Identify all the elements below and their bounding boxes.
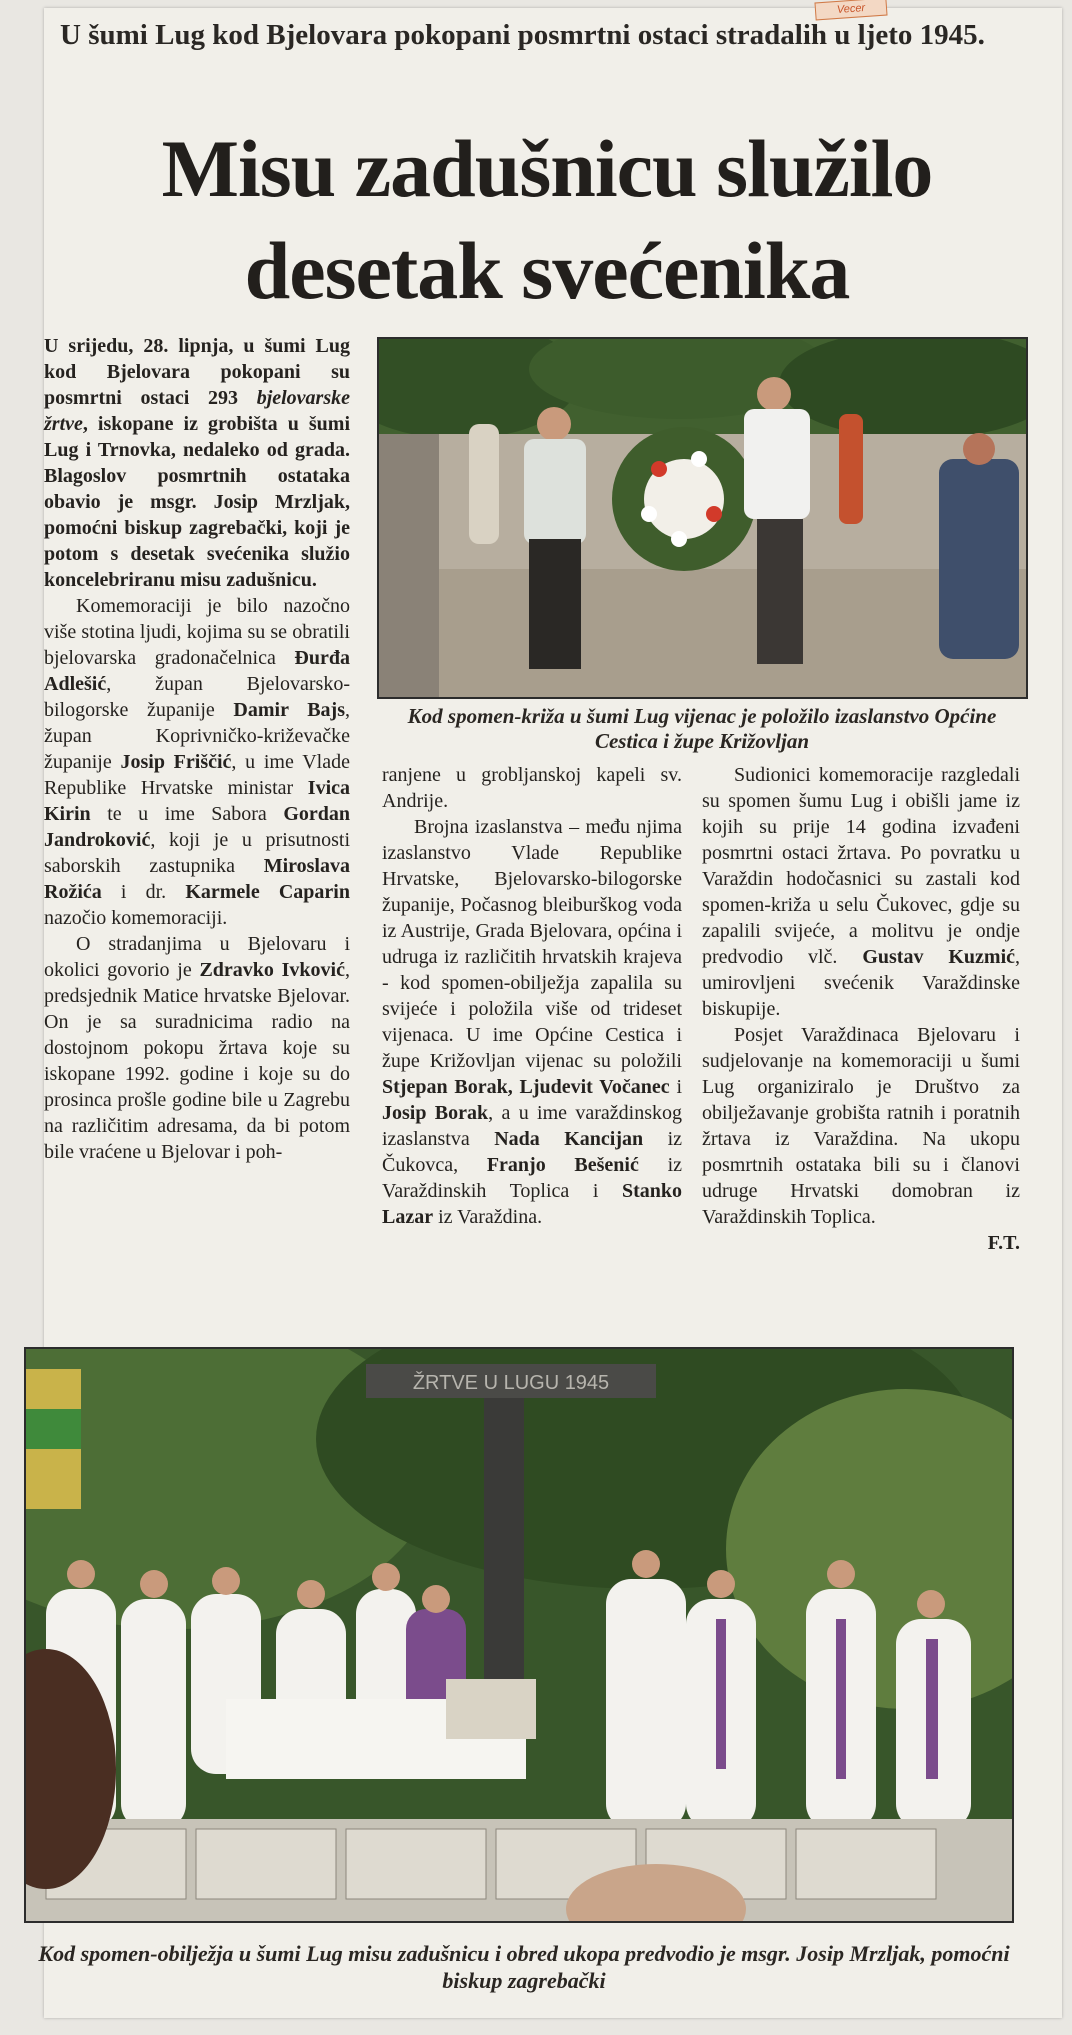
memorial-mass-photo [24, 1347, 1014, 1923]
headline-line-1: Misu zadušnicu služilo [161, 123, 933, 214]
paragraph: Sudionici komemoracije razgledali su spomen šumu Lug i obišli jame iz kojih su prije 14 godina izvađeni posmrtni ostaci žrtava. Po povratku u Varaždin hodočasnici su zastali kod spomen-križa u selu Čukovec, gdje su zapalili svijeće, a molitvu je ondje predvodio vlč. Gustav Kuzmić, umirovljeni svećenik Varaždinske biskupije. [702, 764, 1020, 1020]
corner-tag: Vecer [814, 0, 887, 20]
headline-line-2: desetak svećenika [244, 225, 850, 316]
article-column-3 [702, 762, 1020, 1256]
photo-1-image [379, 339, 1026, 697]
paragraph: Brojna izaslanstva – među njima izaslanstvo Vlade Republike Hrvatske, Bjelovarsko-bilogorske županije, Počasnog bleiburškog voda iz Austrije, Grada Bjelovara, općina i udruga iz različitih hrvatskih krajeva - kod spomen-obilježja zapalila su svijeće i položila više od trideset vijenaca. U ime Općine Cestica i župe Križovljan vijenac su položili Stjepan Borak, Ljudevit Vočanec i Josip Borak, a u ime varaždinskog izaslanstva Nada Kancijan iz Čukovca, Franjo Bešenić iz Varaždinskih Toplica i Stanko Lazar iz Varaždina. [382, 816, 683, 1228]
article-column-2 [382, 762, 682, 1230]
photo-1-caption: Kod spomen-križa u šumi Lug vijenac je položilo izaslanstvo Općine Cestica i župe Križovljan [407, 704, 997, 753]
paragraph: Komemoraciji je bilo nazočno više stotina ljudi, kojima su se obratili bjelovarska gradonačelnica Đurđa Adlešić, župan Bjelovarsko-bilogorske županije Damir Bajs, župan Koprivničko-križevačke županije Josip Friščić, u ime Vlade Republike Hrvatske ministar Ivica Kirin te u ime Sabora Gordan Jandroković, koji je u prisutnosti saborskih zastupnika Miroslava Rožića i dr. Karmele Caparin nazočio komemoraciji. [44, 595, 350, 929]
author-signature: F.T. [987, 1232, 1020, 1254]
lead-paragraph: U srijedu, 28. lipnja, u šumi Lug kod Bjelovara pokopani su posmrtni ostaci 293 bjelovarske žrtve, iskopane iz grobišta u šumi Lug i Trnovka, nedaleko od grada. Blagoslov posmrtnih ostataka obavio je msgr. Josip Mrzljak, pomoćni biskup zagrebački, koji je potom s desetak svećenika služio koncelebriranu misu zadušnicu. [44, 335, 350, 591]
photo-2-caption: Kod spomen-obilježja u šumi Lug misu zadušnicu i obred ukopa predvodio je msgr. Josip Mrzljak, pomoćni biskup zagrebački [38, 1941, 1010, 1993]
article-headline [52, 118, 1042, 322]
paragraph: ranjene u grobljanskoj kapeli sv. Andrije. [382, 764, 682, 812]
paragraph: O stradanjima u Bjelovaru i okolici govorio je Zdravko Ivković, predsjednik Matice hrvatske Bjelovar. On je sa suradnicima radio na dostojnom pokopu žrtava koje su iskopane 1992. godine i koje su do prosinca prošle godine bile u Zagrebu na različitim adresama, da bi potom bile vraćene u Bjelovar i poh- [44, 933, 350, 1163]
article-kicker: U šumi Lug kod Bjelovara pokopani posmrtni ostaci stradalih u ljeto 1945. [60, 19, 985, 51]
cross-inscription: ŽRTVE U LUGU 1945 [412, 1372, 610, 1394]
photo-2-image [26, 1349, 1012, 1921]
paragraph: Posjet Varaždinaca Bjelovaru i sudjelovanje na komemoraciji u šumi Lug organiziralo je Društvo za obilježavanje grobišta ratnih i poratnih žrtava iz Varaždina. Na ukopu posmrtnih ostataka bili su i članovi udruge Hrvatski domobran iz Varaždinskih Toplica. [702, 1024, 1020, 1228]
article-column-1 [44, 333, 350, 1165]
wreath-laying-photo [377, 337, 1028, 699]
